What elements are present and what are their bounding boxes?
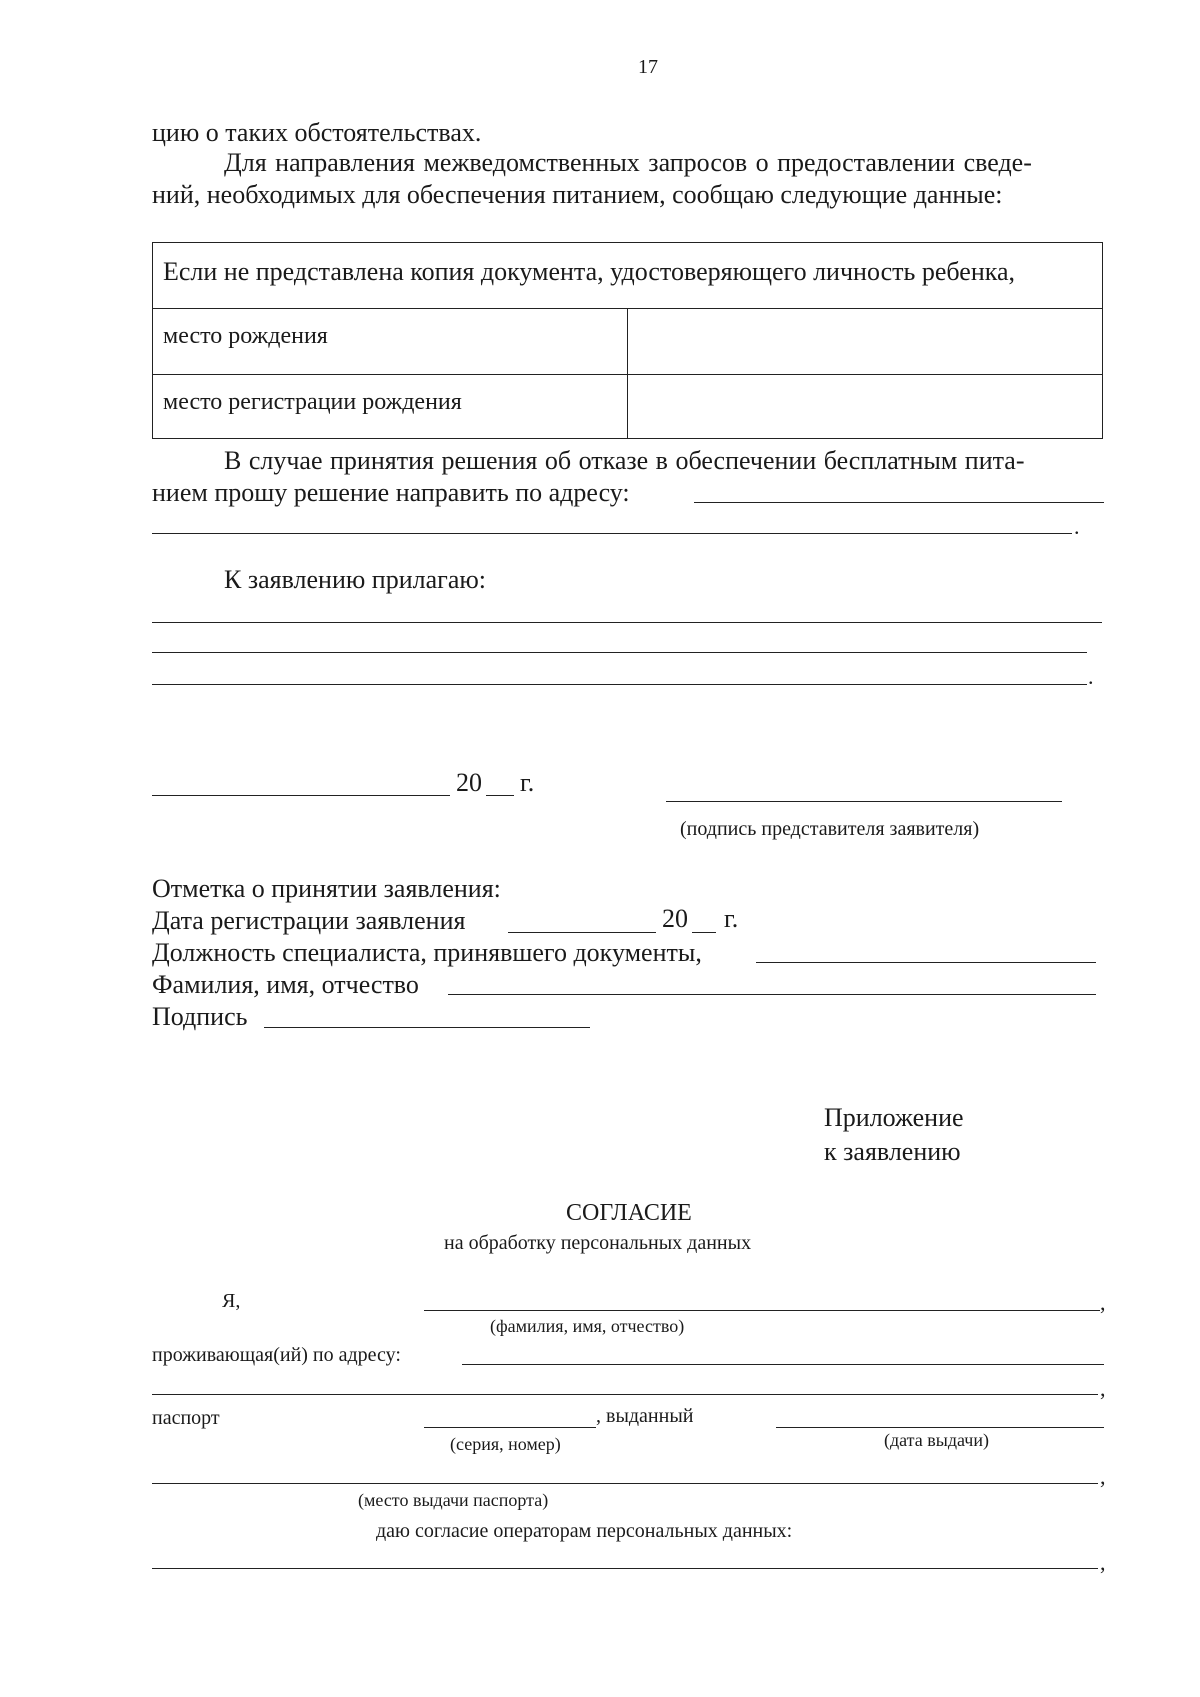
address-label: проживающая(ий) по адресу: — [152, 1344, 401, 1366]
consent-fio-field[interactable] — [424, 1310, 1100, 1311]
year-field[interactable] — [486, 795, 514, 796]
child-data-table — [152, 242, 1103, 439]
period-mark: . — [1088, 664, 1094, 689]
comma-mark: , — [1100, 1290, 1106, 1315]
consent-i-label: Я, — [222, 1290, 241, 1312]
issue-place-caption: (место выдачи паспорта) — [358, 1490, 549, 1510]
series-caption: (серия, номер) — [450, 1434, 561, 1454]
issued-label: , выданный — [596, 1405, 694, 1427]
consent-title: СОГЛАСИЕ — [566, 1200, 692, 1226]
refusal-line-2: нием прошу решение направить по адресу: — [152, 478, 630, 507]
refusal-address-field[interactable] — [694, 502, 1104, 503]
address-field-1[interactable] — [462, 1364, 1104, 1365]
passport-label: паспорт — [152, 1407, 220, 1429]
operators-label: даю согласие операторам персональных данных: — [376, 1520, 793, 1542]
reg-year-suffix: г. — [724, 904, 739, 933]
appendix-line-1: Приложение — [824, 1103, 964, 1132]
attachments-label: К заявлению прилагаю: — [224, 565, 487, 594]
table-column-divider — [627, 309, 628, 438]
intro-line-2: Для направления межведомственных запросов о предоставлении сведе- — [224, 148, 1032, 177]
refusal-address-field-2[interactable] — [152, 533, 1072, 534]
sign-field[interactable] — [264, 1027, 590, 1028]
comma-mark: , — [1100, 1550, 1106, 1575]
consent-subtitle: на обработку персональных данных — [444, 1232, 752, 1254]
birth-registration-value-field[interactable] — [629, 377, 1099, 435]
fio-caption: (фамилия, имя, отчество) — [490, 1316, 685, 1336]
year-prefix: 20 — [456, 768, 482, 797]
fio-label: Фамилия, имя, отчество — [152, 970, 419, 999]
operators-field[interactable] — [152, 1568, 1098, 1569]
fio-field[interactable] — [448, 994, 1096, 995]
comma-mark: , — [1100, 1376, 1106, 1401]
page-number: 17 — [638, 56, 658, 78]
passport-place-field[interactable] — [152, 1483, 1098, 1484]
date-field[interactable] — [152, 795, 450, 796]
signature-field[interactable] — [666, 801, 1062, 802]
reg-date-label: Дата регистрации заявления — [152, 906, 466, 935]
intro-line-3: ний, необходимых для обеспечения питанием, сообщаю следующие данные: — [152, 180, 1003, 209]
issue-date-caption: (дата выдачи) — [884, 1430, 989, 1450]
reg-date-field[interactable] — [508, 932, 656, 933]
table-header-text: Если не представлена копия документа, удостоверяющего личность ребенка, — [163, 257, 1016, 286]
intro-line-1: цию о таких обстоятельствах. — [152, 118, 482, 147]
sign-label: Подпись — [152, 1002, 248, 1031]
birthplace-label: место рождения — [163, 323, 328, 349]
year-suffix: г. — [520, 768, 535, 797]
attachments-line-2[interactable] — [152, 652, 1087, 653]
passport-number-field[interactable] — [424, 1427, 596, 1428]
position-label: Должность специалиста, принявшего документы, — [152, 938, 702, 967]
table-header-row — [153, 243, 1102, 309]
attachments-line-3[interactable] — [152, 684, 1087, 685]
birth-registration-label: место регистрации рождения — [163, 389, 462, 415]
reg-year-field[interactable] — [692, 932, 716, 933]
passport-date-field[interactable] — [776, 1427, 1104, 1428]
position-field[interactable] — [756, 962, 1096, 963]
refusal-line-1: В случае принятия решения об отказе в обеспечении бесплатным пита- — [224, 446, 1025, 475]
acceptance-title: Отметка о принятии заявления: — [152, 874, 501, 903]
birthplace-value-field[interactable] — [629, 311, 1099, 373]
comma-mark: , — [1100, 1464, 1106, 1489]
reg-year-prefix: 20 — [662, 904, 688, 933]
period-mark: . — [1074, 514, 1080, 539]
attachments-line-1[interactable] — [152, 622, 1102, 623]
address-field-2[interactable] — [152, 1394, 1098, 1395]
signature-caption: (подпись представителя заявителя) — [680, 818, 980, 840]
appendix-line-2: к заявлению — [824, 1137, 961, 1166]
